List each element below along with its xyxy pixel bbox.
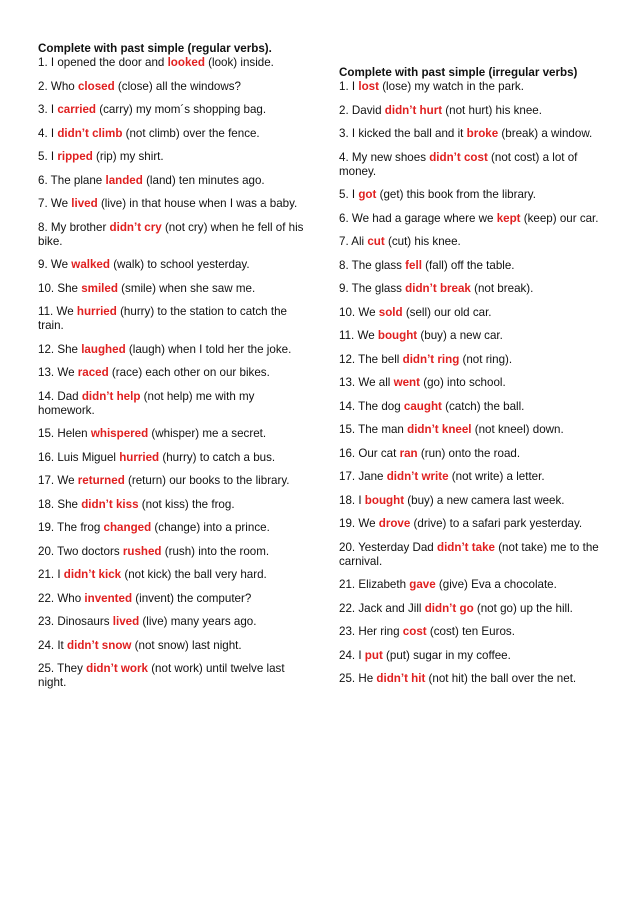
- answer-verb: didn’t hit: [376, 672, 426, 685]
- answer-verb: rushed: [122, 544, 162, 558]
- right-exercise-item: [339, 282, 607, 296]
- right-exercise-item: [339, 447, 607, 461]
- exercise-rest: (return) our books to the library.: [124, 474, 290, 487]
- exercise-prompt: 13. We: [38, 366, 78, 379]
- answer-verb: invented: [84, 591, 133, 605]
- exercise-rest: (hurry) to the station to catch the train.: [38, 305, 287, 332]
- answer-verb: walked: [71, 258, 110, 271]
- answer-verb: didn’t help: [81, 389, 141, 403]
- left-exercise-item: [38, 427, 308, 441]
- left-exercise-item: [38, 545, 308, 559]
- exercise-prompt: 19. The frog: [38, 521, 104, 534]
- right-exercise-item: [339, 151, 607, 179]
- left-exercise-item: [38, 451, 308, 465]
- exercise-rest: (not cost) a lot of money.: [339, 150, 578, 178]
- exercise-prompt: 24. I: [339, 648, 365, 662]
- left-exercise-item: [38, 474, 308, 488]
- right-exercise-item: [339, 494, 607, 508]
- answer-verb: didn’t kneel: [407, 423, 472, 436]
- left-exercise-item: [38, 305, 308, 333]
- exercise-prompt: 14. Dad: [38, 389, 82, 403]
- left-exercise-item: [38, 258, 308, 272]
- exercise-rest: (race) each other on our bikes.: [108, 366, 270, 379]
- exercise-rest: (not climb) over the fence.: [122, 126, 260, 140]
- answer-verb: sold: [378, 305, 403, 319]
- exercise-rest: (fall) off the table.: [421, 258, 515, 272]
- answer-verb: raced: [77, 366, 109, 379]
- exercise-prompt: 12. The bell: [339, 352, 403, 366]
- answer-verb: changed: [103, 521, 152, 534]
- answer-verb: didn’t ring: [402, 352, 460, 366]
- exercise-rest: (buy) a new camera last week.: [404, 493, 565, 507]
- answer-verb: didn’t climb: [57, 126, 123, 140]
- exercise-rest: (not write) a letter.: [448, 470, 545, 483]
- right-exercise-item: [339, 80, 607, 94]
- answer-verb: hurried: [76, 305, 117, 318]
- left-exercise-item: [38, 390, 308, 418]
- answer-verb: fell: [405, 258, 422, 272]
- answer-verb: hurried: [119, 450, 160, 464]
- right-exercise-item: [339, 188, 607, 202]
- answer-verb: returned: [77, 474, 125, 487]
- exercise-rest: (go) into school.: [419, 376, 506, 389]
- left-exercise-item: [38, 568, 308, 582]
- answer-verb: kept: [496, 211, 521, 225]
- exercise-prompt: 20. Yesterday Dad: [339, 540, 437, 554]
- exercise-rest: (buy) a new car.: [417, 329, 503, 342]
- exercise-prompt: 14. The dog: [339, 399, 404, 413]
- exercise-rest: (not take) me to the carnival.: [339, 540, 599, 568]
- irregular-verbs-column: [339, 66, 607, 696]
- exercise-rest: (lose) my watch in the park.: [378, 80, 524, 93]
- exercise-prompt: 20. Two doctors: [38, 544, 123, 558]
- exercise-rest: (not ring).: [459, 352, 513, 366]
- exercise-rest: (laugh) when I told her the joke.: [125, 342, 292, 356]
- exercise-prompt: 1. I opened the door and: [38, 56, 168, 69]
- exercise-prompt: 6. We had a garage where we: [339, 211, 497, 225]
- exercise-prompt: 7. We: [38, 197, 72, 210]
- exercise-prompt: 21. Elizabeth: [339, 578, 410, 591]
- right-exercise-item: [339, 400, 607, 414]
- exercise-rest: (not hit) the ball over the net.: [425, 672, 577, 685]
- answer-verb: didn’t hurt: [384, 103, 443, 117]
- left-exercise-item: [38, 639, 308, 653]
- exercise-prompt: 15. The man: [339, 423, 408, 436]
- answer-verb: closed: [77, 79, 115, 93]
- right-exercise-item: [339, 672, 607, 686]
- exercise-rest: (put) sugar in my coffee.: [382, 648, 511, 662]
- exercise-rest: (not help) me with my homework.: [38, 389, 255, 417]
- right-exercise-item: [339, 376, 607, 390]
- exercise-rest: (live) in that house when I was a baby.: [97, 197, 298, 210]
- exercise-rest: (not break).: [470, 282, 534, 295]
- left-exercise-item: [38, 521, 308, 535]
- exercise-prompt: 2. David: [339, 103, 385, 117]
- exercise-rest: (not kiss) the frog.: [138, 497, 235, 511]
- exercise-prompt: 2. Who: [38, 79, 78, 93]
- left-exercise-item: [38, 592, 308, 606]
- exercise-prompt: 10. She: [38, 281, 82, 295]
- exercise-rest: (carry) my mom´s shopping bag.: [96, 103, 267, 116]
- exercise-rest: (not kneel) down.: [471, 423, 564, 436]
- left-exercise-item: [38, 150, 308, 164]
- exercise-prompt: 10. We: [339, 305, 379, 319]
- exercise-prompt: 18. I: [339, 493, 365, 507]
- right-exercise-item: [339, 602, 607, 616]
- exercise-rest: (hurry) to catch a bus.: [159, 450, 276, 464]
- left-exercise-item: [38, 221, 308, 249]
- exercise-prompt: 12. She: [38, 342, 82, 356]
- right-exercise-item: [339, 104, 607, 118]
- exercise-rest: (give) Eva a chocolate.: [435, 578, 557, 591]
- right-exercise-item: [339, 259, 607, 273]
- left-exercise-item: [38, 56, 308, 70]
- exercise-prompt: 11. We: [38, 305, 77, 318]
- right-exercise-item: [339, 541, 607, 569]
- exercise-rest: (run) onto the road.: [417, 446, 521, 460]
- right-exercise-item: [339, 578, 607, 592]
- exercise-rest: (not cry) when he fell of his bike.: [38, 220, 304, 248]
- exercise-rest: (not snow) last night.: [131, 638, 242, 652]
- exercise-rest: (whisper) me a secret.: [148, 427, 267, 440]
- exercise-prompt: 9. The glass: [339, 282, 406, 295]
- left-exercise-item: [38, 127, 308, 141]
- exercise-prompt: 15. Helen: [38, 427, 91, 440]
- exercise-rest: (not kick) the ball very hard.: [121, 568, 267, 581]
- exercise-prompt: 11. We: [339, 329, 378, 342]
- exercise-prompt: 23. Dinosaurs: [38, 615, 113, 628]
- exercise-rest: (change) into a prince.: [151, 521, 270, 534]
- exercise-prompt: 16. Our cat: [339, 446, 400, 460]
- exercise-rest: (smile) when she saw me.: [117, 281, 256, 295]
- left-exercise-item: [38, 103, 308, 117]
- exercise-prompt: 23. Her ring: [339, 625, 403, 638]
- exercise-prompt: 16. Luis Miguel: [38, 450, 120, 464]
- answer-verb: didn’t write: [386, 470, 449, 483]
- exercise-prompt: 17. We: [38, 474, 78, 487]
- exercise-prompt: 22. Who: [38, 591, 85, 605]
- exercise-prompt: 4. I: [38, 126, 58, 140]
- answer-verb: ripped: [57, 150, 93, 163]
- exercise-prompt: 8. My brother: [38, 220, 110, 234]
- answer-verb: landed: [105, 173, 143, 187]
- exercise-rest: (rip) my shirt.: [92, 150, 164, 163]
- answer-verb: put: [364, 648, 383, 662]
- exercise-prompt: 1. I: [339, 80, 359, 93]
- left-exercise-item: [38, 662, 308, 690]
- right-exercise-item: [339, 649, 607, 663]
- left-exercise-item: [38, 282, 308, 296]
- answer-verb: didn’t work: [86, 662, 148, 675]
- answer-verb: whispered: [90, 427, 149, 440]
- regular-verbs-list: [38, 56, 308, 690]
- answer-verb: went: [393, 376, 420, 389]
- exercise-rest: (drive) to a safari park yesterday.: [410, 517, 583, 530]
- exercise-prompt: 13. We all: [339, 376, 394, 389]
- left-exercise-item: [38, 80, 308, 94]
- right-exercise-item: [339, 423, 607, 437]
- exercise-prompt: 18. She: [38, 497, 82, 511]
- answer-verb: ran: [399, 446, 418, 460]
- exercise-prompt: 5. I: [339, 188, 359, 201]
- exercise-rest: (get) this book from the library.: [376, 188, 536, 201]
- irregular-verbs-title: Complete with past simple (irregular verbs): [339, 66, 578, 79]
- answer-verb: didn’t snow: [67, 638, 132, 652]
- exercise-prompt: 4. My new shoes: [339, 150, 430, 164]
- answer-verb: didn’t kiss: [81, 497, 139, 511]
- exercise-rest: (look) inside.: [204, 56, 274, 69]
- exercise-prompt: 22. Jack and Jill: [339, 601, 425, 615]
- regular-verbs-title: Complete with past simple (regular verbs).: [38, 42, 272, 55]
- answer-verb: smiled: [81, 281, 118, 295]
- exercise-prompt: 9. We: [38, 258, 72, 271]
- exercise-rest: (land) ten minutes ago.: [142, 173, 265, 187]
- answer-verb: drove: [378, 517, 411, 530]
- exercise-rest: (not work) until twelve last night.: [38, 662, 285, 689]
- exercise-prompt: 8. The glass: [339, 258, 406, 272]
- exercise-prompt: 19. We: [339, 517, 379, 530]
- exercise-prompt: 25. They: [38, 662, 87, 675]
- right-exercise-item: [339, 470, 607, 484]
- answer-verb: got: [358, 188, 377, 201]
- right-exercise-item: [339, 329, 607, 343]
- exercise-prompt: 3. I: [38, 103, 58, 116]
- answer-verb: bought: [364, 493, 405, 507]
- exercise-rest: (catch) the ball.: [441, 399, 525, 413]
- answer-verb: gave: [409, 578, 436, 591]
- exercise-rest: (not hurt) his knee.: [442, 103, 542, 117]
- exercise-prompt: 17. Jane: [339, 470, 387, 483]
- left-exercise-item: [38, 174, 308, 188]
- left-exercise-item: [38, 343, 308, 357]
- answer-verb: didn’t cry: [109, 220, 162, 234]
- answer-verb: didn’t go: [424, 601, 474, 615]
- left-exercise-item: [38, 366, 308, 380]
- right-exercise-item: [339, 306, 607, 320]
- exercise-prompt: 24. It: [38, 638, 68, 652]
- exercise-rest: (close) all the windows?: [114, 79, 241, 93]
- right-exercise-item: [339, 235, 607, 249]
- exercise-rest: (not go) up the hill.: [473, 601, 573, 615]
- exercise-rest: (cost) ten Euros.: [426, 625, 515, 638]
- exercise-rest: (cut) his knee.: [384, 235, 461, 248]
- answer-verb: looked: [167, 56, 205, 69]
- left-exercise-item: [38, 197, 308, 211]
- exercise-prompt: 3. I kicked the ball and it: [339, 127, 467, 140]
- answer-verb: bought: [377, 329, 418, 342]
- left-exercise-item: [38, 615, 308, 629]
- exercise-rest: (live) many years ago.: [139, 615, 257, 628]
- exercise-rest: (rush) into the room.: [161, 544, 270, 558]
- answer-verb: broke: [466, 127, 499, 140]
- exercise-prompt: 5. I: [38, 150, 58, 163]
- right-exercise-item: [339, 625, 607, 639]
- exercise-prompt: 6. The plane: [38, 173, 106, 187]
- right-exercise-item: [339, 127, 607, 141]
- right-exercise-item: [339, 353, 607, 367]
- answer-verb: didn’t break: [405, 282, 471, 295]
- answer-verb: cut: [367, 235, 385, 248]
- answer-verb: lived: [112, 615, 140, 628]
- regular-verbs-column: [38, 42, 308, 700]
- exercise-prompt: 21. I: [38, 568, 64, 581]
- answer-verb: didn’t take: [436, 540, 495, 554]
- right-exercise-item: [339, 212, 607, 226]
- answer-verb: didn’t cost: [429, 150, 488, 164]
- answer-verb: cost: [402, 625, 427, 638]
- right-exercise-item: [339, 517, 607, 531]
- answer-verb: lived: [71, 197, 98, 210]
- exercise-prompt: 7. Ali: [339, 235, 368, 248]
- exercise-rest: (walk) to school yesterday.: [109, 258, 250, 271]
- irregular-verbs-list: [339, 80, 607, 686]
- answer-verb: didn’t kick: [63, 568, 122, 581]
- exercise-prompt: 25. He: [339, 672, 377, 685]
- answer-verb: laughed: [81, 342, 126, 356]
- left-exercise-item: [38, 498, 308, 512]
- exercise-rest: (invent) the computer?: [132, 591, 252, 605]
- answer-verb: carried: [57, 103, 97, 116]
- exercise-rest: (break) a window.: [498, 127, 593, 140]
- answer-verb: lost: [358, 80, 379, 93]
- exercise-rest: (keep) our car.: [520, 211, 599, 225]
- answer-verb: caught: [403, 399, 442, 413]
- exercise-rest: (sell) our old car.: [402, 305, 492, 319]
